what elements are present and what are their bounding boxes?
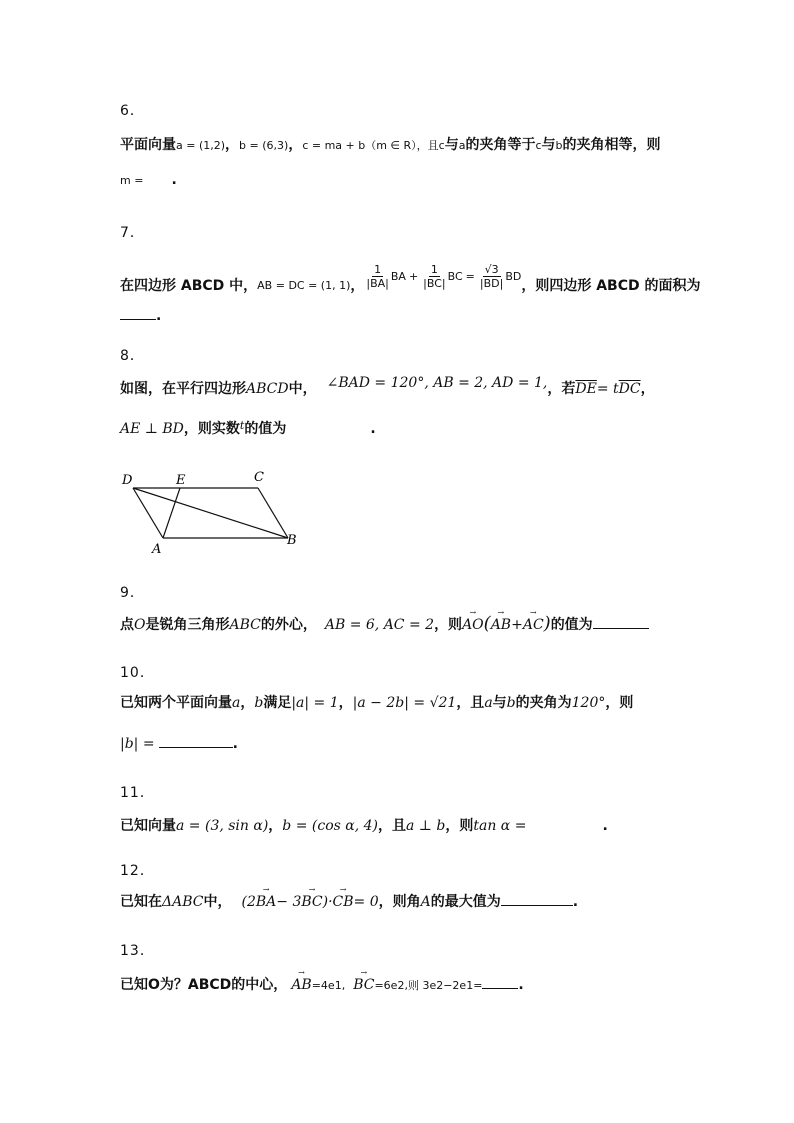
q13-period: . [518, 977, 524, 993]
q6-text: ， [288, 137, 303, 153]
q9-abc: ABC [229, 617, 261, 633]
q6-text: 与 [444, 137, 459, 153]
q12-vec-ba: → BA [256, 894, 276, 910]
q8-vec-dc: $\overline{DC}$ [618, 381, 641, 397]
q9-vec-ac: → AC [523, 617, 544, 633]
q13-vec-bc: → BC [353, 977, 374, 993]
q8-text: ，若 [547, 381, 576, 397]
q12-text: 已知在 [120, 894, 162, 910]
q11-perp: a ⊥ b [405, 818, 446, 834]
label-e: E [176, 473, 186, 488]
edge-cb [258, 488, 288, 538]
frac-top: 1 [430, 262, 438, 276]
q10-vec-a: a [484, 695, 493, 711]
q6-text: 的夹角相等，则 [562, 137, 661, 153]
frac-bottom: |BA| [366, 276, 389, 290]
q8-text: ， [640, 381, 655, 397]
q12-expr: = 0 [353, 894, 379, 910]
q10-norm-a: |a| = 1 [291, 695, 339, 711]
q10-norm-b: |b| = [120, 736, 155, 752]
q13-text: 已知O为？ABCD的中心， [120, 977, 288, 993]
q6-number: 6． [120, 103, 145, 119]
q8-number: 8． [120, 348, 145, 364]
q12-period: . [572, 894, 579, 910]
q12-text: 中， [203, 894, 232, 910]
frac-top: 1 [374, 262, 382, 276]
q13-text: =4e1, [311, 979, 346, 992]
q8-text: 中， [288, 381, 317, 397]
q9-text: 是锐角三角形 [145, 617, 230, 633]
q6-text: 平面向量 [120, 137, 176, 153]
q9-o: O [134, 617, 146, 633]
q8-period: . [370, 421, 376, 437]
q11-text: ，且 [377, 818, 406, 834]
q10-text: ，且 [456, 695, 485, 711]
q7-text: 在四边形 ABCD 中， [120, 278, 258, 294]
q7-line1 [120, 256, 701, 296]
q8-abcd: ABCD [246, 381, 289, 397]
q7-number: 7． [120, 225, 145, 241]
label-c: C [254, 470, 264, 485]
q10-vec-a: a [232, 695, 241, 711]
q7-vec-ba: BA [390, 269, 406, 283]
q10-number: 10． [120, 665, 155, 681]
q10-text: ， [240, 695, 255, 711]
q12-expr: − 3 [276, 894, 302, 910]
q11-number: 11． [120, 785, 155, 801]
q8-t: t [239, 419, 245, 432]
frac-bottom: |BD| [479, 276, 504, 290]
q12-triangle: ΔABC [162, 894, 204, 910]
label-a: A [152, 542, 162, 556]
q6-vec: c [535, 139, 542, 152]
q12-vec-cb: → CB [333, 894, 354, 910]
plus: + [408, 269, 419, 283]
q13-number: 13． [120, 943, 155, 959]
answer-blank[interactable] [482, 988, 518, 989]
q6-period: . [171, 172, 177, 188]
q10-norm-diff: |a − 2b| = √21 [352, 695, 457, 711]
q10-vec-b: b [506, 695, 516, 711]
q9-text: 的外心， [260, 617, 317, 633]
q10-text: 的夹角为 [515, 695, 572, 711]
q10-period: . [232, 736, 238, 752]
q12-vec-bc: → BC [301, 894, 322, 910]
paren-open: ( [483, 613, 491, 634]
q11-text: 已知向量 [120, 818, 176, 834]
q7-frac3 [478, 263, 505, 290]
q11-tan: tan α = [473, 818, 527, 834]
q6-vec-c: c = ma + b [302, 139, 366, 152]
q12-number: 12． [120, 863, 155, 879]
q10-text: 与 [492, 695, 507, 711]
q8-eq: = t [596, 381, 619, 397]
label-d: D [122, 473, 133, 488]
answer-blank[interactable] [593, 628, 649, 629]
q6-vec: b [555, 139, 563, 152]
q12-expr: (2 [241, 894, 256, 910]
q11-text: ， [268, 818, 283, 834]
equals: = [465, 269, 475, 283]
q10-vec-b: b [254, 695, 264, 711]
q6-m-label: m = [120, 174, 144, 187]
paren-close: ) [543, 613, 551, 634]
q6-vec: a [458, 139, 466, 152]
q10-line2 [120, 736, 238, 752]
q6-vec: c [438, 139, 445, 152]
q9-number: 9． [120, 585, 145, 601]
q11-vec-a: a = (3, sin α) [176, 818, 269, 834]
q10-line1 [120, 692, 633, 712]
segment-ae [163, 488, 180, 538]
answer-blank[interactable] [501, 905, 573, 906]
q8-line1 [120, 375, 655, 398]
q10-text: ， [338, 695, 353, 711]
q6-text: ， [225, 137, 240, 153]
q11-line1 [120, 815, 608, 835]
label-b: B [287, 533, 297, 548]
q8-vec-de: $\overline{DE}$ [575, 381, 597, 397]
answer-blank[interactable] [159, 747, 233, 748]
q10-text: 已知两个平面向量 [120, 695, 232, 711]
q9-conditions: AB = 6, AC = 2 [324, 617, 435, 633]
q7-line2 [120, 308, 161, 324]
q10-text: 满足 [263, 695, 292, 711]
q12-text: ，则角 [378, 894, 421, 910]
q11-period: . [602, 818, 608, 834]
q7-period: . [156, 308, 162, 324]
q6-line2 [120, 172, 177, 188]
q9-vec-ao: → AO [462, 617, 484, 633]
q8-text: 如图，在平行四边形 [120, 381, 246, 397]
frac-top: √3 [484, 262, 499, 276]
q6-vec-b: b = (6,3) [239, 139, 289, 152]
q12-angle-a: A [420, 894, 431, 910]
q11-vec-b: b = (cos α, 4) [282, 818, 378, 834]
q6-vec-a: a = (1,2) [176, 139, 226, 152]
q7-vec-bd: BD [505, 269, 522, 283]
q11-text: ，则 [445, 818, 474, 834]
parallelogram-figure [118, 466, 318, 556]
q10-angle: 120° [571, 695, 606, 711]
q7-frac2 [421, 263, 447, 290]
q6-text: 与 [541, 137, 556, 153]
q8-text: ，则实数 [183, 421, 240, 437]
answer-blank[interactable] [120, 319, 156, 320]
q9-line1 [120, 613, 649, 634]
q7-vec-bc: BC [447, 269, 463, 283]
q8-text: 的值为 [244, 421, 287, 437]
q8-line2 [120, 418, 376, 438]
q9-text: ，则 [434, 617, 463, 633]
q13-line1 [120, 974, 524, 994]
q6-text: （m ∈ R），且 [365, 139, 439, 152]
q12-line1 [120, 891, 578, 911]
q12-expr: )· [322, 894, 333, 910]
q10-text: ，则 [605, 695, 634, 711]
q7-text: ，则四边形 ABCD 的面积为 [521, 278, 701, 294]
edge-ad [133, 488, 163, 538]
q9-text: 点 [120, 617, 134, 633]
diagonal-db [133, 488, 288, 538]
q7-vec-eq: AB = DC = (1, 1) [257, 278, 351, 292]
q8-perp: AE ⊥ BD [120, 421, 184, 437]
q7-text: ， [350, 278, 365, 294]
q6-line1 [120, 134, 661, 154]
q8-conditions: ∠BAD = 120°, AB = 2, AD = 1, [326, 375, 548, 391]
q13-text: =6e2,则 3e2−2e1= [374, 979, 483, 992]
q13-vec-ab: → AB [291, 977, 311, 993]
plus: + [511, 617, 523, 633]
q12-text: 的最大值为 [430, 894, 501, 910]
q6-text: 的夹角等于 [465, 137, 536, 153]
q9-vec-ab: → AB [491, 617, 511, 633]
q7-frac1 [364, 263, 390, 290]
q9-text: 的值为 [550, 617, 593, 633]
frac-bottom: |BC| [423, 276, 446, 290]
